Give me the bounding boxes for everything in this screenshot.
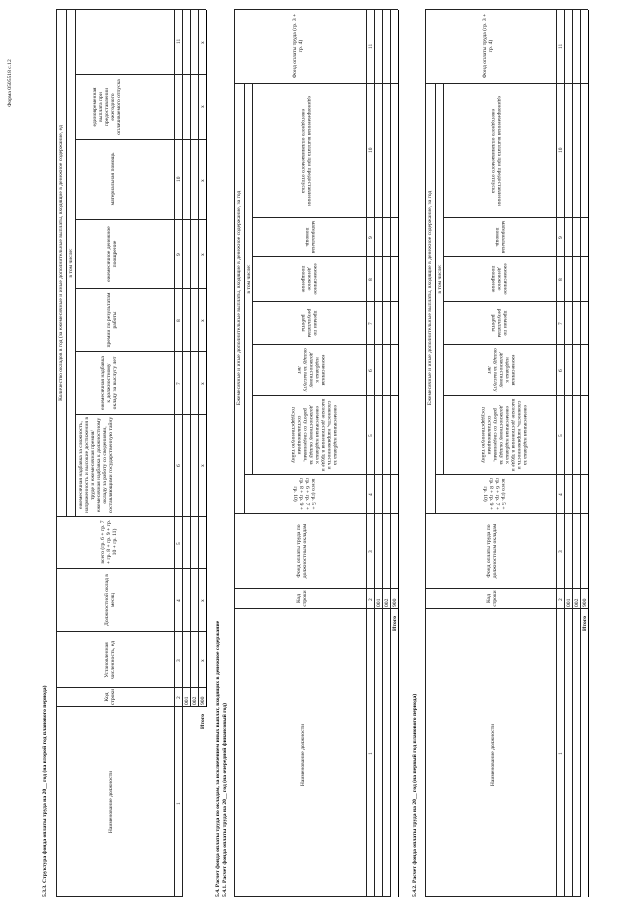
hdr-c8: ежемесячное денежное поощрение — [300, 263, 318, 295]
total-label: Итого — [392, 615, 398, 631]
section-5-4-title: 5.4. Расчет фонда оплаты труда по окладам, за исключением иных выплат, входящих в денежное содержание — [215, 620, 221, 897]
hdr-fot: Фонд оплаты труда (гр. 3 + гр. 4) — [482, 13, 494, 79]
hdr-c6: ежемесячная надбавка к должностному окладу за выслугу лет — [296, 348, 326, 392]
hdr-c10: материальная помощь — [110, 152, 116, 206]
total-code: 900 — [582, 598, 588, 607]
hdr-c5: ежемесячная надбавка за сложность, напряженность и высокие достижения в труде и ежемесячная надбавка к должностному окладу за работу со сведениями, составляющими государственную тайну — [290, 398, 338, 472]
hdr-c9: материальная помощь — [494, 220, 506, 254]
rotated-sheet: Форма 0505518 с.12 5.3.3. Структура фонда оплаты труда на 20__ год (на второй год планового периода) Наименование должности Код строки Установленная численность, ед Должностной оклад в месяц всего (гр. 6 + гр. 7 + гр. 8 + гр. 9 + гр. 10 + гр. 11) Количество окладов в год (за ежемесячные и иные дополнительные выплаты, входящие в денежное содержание, ед в том числе: ежемесячная надбавка за сложность, напряженность и высокие достижения в труде и ежемесячная премия/ежемесячная надбавка к должностному окладу за работу со сведениями, составляющими государственную тайну ежемесячная надбавка к должностному окладу за выслугу лет премии по результатам работы ежемесячное денежное поощрение материальная помощь единовременная выплата при предоставлении ежегодного оплачиваемого отпуска 1 2 3 4 5 6 7 8 9 10 11 001 002 Итого 900 x x x x x x x x x 5.4. Расчет фонда оплаты труда по окладам, за исключением иных выплат, входящих в денежное содержание 5.4.1. Расчет фонда оплаты труда на 20__ год (на очередной финансовый год) Наименование должности Код строки Фонд оплаты труда по должностным окладам Ежемесячные и иные дополнительные выплаты, входящие в денежное содержание, за год в том числе: всего (гр. 5 + гр. 6 + гр. 7 + гр. 8 + гр. 9 + гр. 10) ежемесячная надбавка за сложность, напряженность и высокие достижения в труде и ежемесячная надбавка к должностному окладу за работу со сведениями, составляющими государственную тайну ежемесячная надбавка к должностному окладу за выслугу лет премии по результатам работы ежемесячное денежное поощрение материальная помощь единовременная выплата при предоставлении ежегодного оплачиваемого отпуска Фонд оплаты труда (гр. 3 + гр. 4) 1 2 3 4 5 6 7 8 9 10 11 001 002 Итого 900 5.4.2. Расчет фонда оплаты труда на 20__ год (на первый год планового периода) Наименование должности Код строки Фонд оплаты труда по должностным окладам Ежемесячные и иные дополнительные выплаты, входящие в денежное содержание, за год в том числе: всего (гр. 5 + гр. 6 + гр. 7 + гр. 8 + гр. 9 + гр. 10) ежемесячная надбавка за сложность, напряженность и высокие достижения в труде и ежемесячная надбавка к должностному окладу за работу со сведениями, составляющими государственную тайну ежемесячная надбавка к должностному окладу за выслугу лет премии по результатам работы ежемесячное денежное поощрение материальная помощь единовременная выплата при предоставлении ежегодного оплачиваемого отпуска Фонд оплаты труда (гр. 3 + гр. 4) 1 2 3 4 5 6 7 8 9 10 11 001 002 Итого 900 — [0, 0, 640, 905]
total-code: 900 — [392, 598, 398, 607]
hdr-total: всего (гр. 5 + гр. 6 + гр. 7 + гр. 8 + гр. 9 + гр. 10) — [482, 478, 506, 510]
hdr-code: Код строки — [486, 590, 498, 607]
hdr-staff: Установленная численность, ед — [104, 640, 116, 680]
hdr-c6: ежемесячная надбавка за сложность, напряженность и высокие достижения в труде и ежемесячная премия/ежемесячная надбавка к должностному окладу за работу со сведениями, составляющими государственную тайну — [78, 416, 114, 514]
hdr-c6: ежемесячная надбавка к должностному окладу за выслугу лет — [486, 348, 516, 392]
hdr-fund: Фонд оплаты труда по должностным окладам — [296, 523, 308, 579]
hdr-incl: в том числе: — [246, 264, 252, 294]
hdr-fot: Фонд оплаты труда (гр. 3 + гр. 4) — [292, 13, 304, 79]
hdr-incl: в том числе: — [68, 248, 74, 278]
hdr-c9: материальная помощь — [304, 220, 316, 254]
hdr-c8: ежемесячное денежное поощрение — [490, 263, 508, 295]
hdr-c5: ежемесячная надбавка за сложность, напряженность и высокие достижения в труде и ежемесячная надбавка к должностному окладу за работу со сведениями, составляющими государственную тайну — [480, 398, 528, 472]
hdr-c11: единовременная выплата при предоставлении ежегодного оплачиваемого отпуска — [92, 79, 122, 135]
row-code: 001 — [376, 598, 382, 607]
hdr-incl: в том числе: — [437, 264, 443, 294]
hdr-code: Код строки — [104, 688, 116, 706]
hdr-total: всего (гр. 5 + гр. 6 + гр. 7 + гр. 8 + гр. 9 + гр. 10) — [292, 478, 316, 510]
row-code: 001 — [566, 598, 572, 607]
hdr-salary: Должностной оклад в месяц — [104, 574, 116, 626]
row-code: 001 — [184, 696, 190, 705]
form-number: Форма 0505518 с.12 — [7, 59, 13, 107]
total-label: Итого — [582, 615, 588, 631]
hdr-c10: единовременная выплата при предоставлении ежегодного оплачиваемого отпуска — [300, 96, 312, 206]
hdr-name: Наименование должности — [490, 723, 496, 787]
hdr-group: Количество окладов в год (за ежемесячные и иные дополнительные выплаты, входящие в денежное содержание, ед — [58, 125, 64, 401]
section-5-4-1-title: 5.4.1. Расчет фонда оплаты труда на 20__ год (на очередной финансовый год) — [222, 703, 228, 897]
hdr-name: Наименование должности — [108, 770, 114, 834]
hdr-c10: единовременная выплата при предоставлении ежегодного оплачиваемого отпуска — [490, 96, 502, 206]
row-code: 002 — [384, 598, 390, 607]
row-code: 002 — [192, 696, 198, 705]
row-code: 002 — [574, 598, 580, 607]
hdr-c7: премии по результатам работы — [300, 308, 318, 338]
hdr-total: всего (гр. 6 + гр. 7 + гр. 8 + гр. 9 + гр. 10 + гр. 11) — [100, 519, 118, 565]
hdr-c8: премии по результатам работы — [106, 292, 118, 348]
hdr-group: Ежемесячные и иные дополнительные выплаты, входящие в денежное содержание, за год — [236, 190, 242, 406]
total-code: 900 — [200, 696, 206, 705]
hdr-fund: Фонд оплаты труда по должностным окладам — [486, 523, 498, 579]
hdr-group: Ежемесячные и иные дополнительные выплаты, входящие в денежное содержание, за год — [427, 190, 433, 406]
hdr-c7: премии по результатам работы — [490, 308, 508, 338]
section-5-3-3-title: 5.3.3. Структура фонда оплаты труда на 20__ год (на второй год планового периода) — [42, 685, 48, 897]
hdr-code: Код строки — [296, 590, 308, 607]
hdr-name: Наименование должности — [300, 723, 306, 787]
hdr-c7: ежемесячная надбавка к должностному окладу за выслугу лет — [100, 356, 118, 410]
total-label: Итого — [200, 713, 206, 729]
hdr-c9: ежемесячное денежное поощрение — [106, 226, 118, 282]
section-5-4-2-title: 5.4.2. Расчет фонда оплаты труда на 20__ год (на первый год планового периода) — [412, 693, 418, 897]
